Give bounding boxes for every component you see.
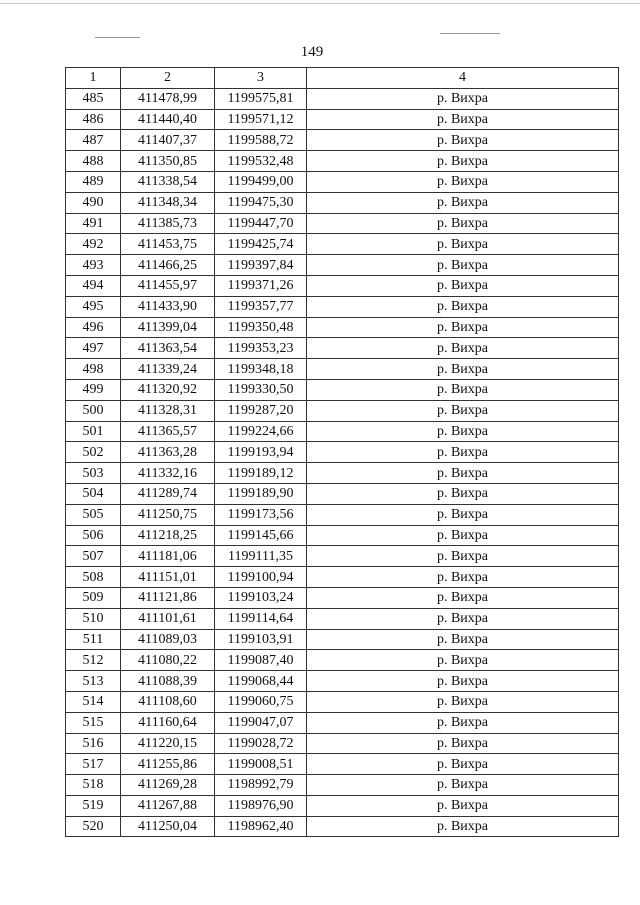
table-row bbox=[66, 442, 619, 463]
description-cell: р. Вихра bbox=[307, 546, 619, 567]
y-coordinate-cell: 1198992,79 bbox=[215, 775, 307, 796]
table-row bbox=[66, 567, 619, 588]
point-number-cell: 498 bbox=[66, 359, 121, 380]
table-row bbox=[66, 691, 619, 712]
description-cell: р. Вихра bbox=[307, 379, 619, 400]
x-coordinate-cell: 411250,75 bbox=[121, 504, 215, 525]
scan-artifact-line bbox=[0, 3, 640, 4]
x-coordinate-cell: 411466,25 bbox=[121, 255, 215, 276]
y-coordinate-cell: 1199571,12 bbox=[215, 109, 307, 130]
x-coordinate-cell: 411320,92 bbox=[121, 379, 215, 400]
point-number-cell: 496 bbox=[66, 317, 121, 338]
x-coordinate-cell: 411160,64 bbox=[121, 712, 215, 733]
table-row bbox=[66, 483, 619, 504]
table-row bbox=[66, 421, 619, 442]
table-row bbox=[66, 463, 619, 484]
y-coordinate-cell: 1199189,12 bbox=[215, 463, 307, 484]
y-coordinate-cell: 1199348,18 bbox=[215, 359, 307, 380]
column-header: 4 bbox=[307, 68, 619, 89]
table-row bbox=[66, 234, 619, 255]
x-coordinate-cell: 411255,86 bbox=[121, 754, 215, 775]
point-number-cell: 490 bbox=[66, 192, 121, 213]
description-cell: р. Вихра bbox=[307, 421, 619, 442]
point-number-cell: 488 bbox=[66, 151, 121, 172]
table-row bbox=[66, 629, 619, 650]
y-coordinate-cell: 1199350,48 bbox=[215, 317, 307, 338]
x-coordinate-cell: 411218,25 bbox=[121, 525, 215, 546]
table-row bbox=[66, 816, 619, 837]
column-header: 1 bbox=[66, 68, 121, 89]
description-cell: р. Вихра bbox=[307, 775, 619, 796]
y-coordinate-cell: 1199532,48 bbox=[215, 151, 307, 172]
point-number-cell: 487 bbox=[66, 130, 121, 151]
x-coordinate-cell: 411151,01 bbox=[121, 567, 215, 588]
description-cell: р. Вихра bbox=[307, 671, 619, 692]
y-coordinate-cell: 1199068,44 bbox=[215, 671, 307, 692]
x-coordinate-cell: 411108,60 bbox=[121, 691, 215, 712]
coordinates-table bbox=[65, 67, 619, 837]
point-number-cell: 503 bbox=[66, 463, 121, 484]
table-row bbox=[66, 151, 619, 172]
y-coordinate-cell: 1199575,81 bbox=[215, 88, 307, 109]
x-coordinate-cell: 411289,74 bbox=[121, 483, 215, 504]
point-number-cell: 520 bbox=[66, 816, 121, 837]
y-coordinate-cell: 1199189,90 bbox=[215, 483, 307, 504]
table-row bbox=[66, 379, 619, 400]
point-number-cell: 500 bbox=[66, 400, 121, 421]
table-row bbox=[66, 650, 619, 671]
description-cell: р. Вихра bbox=[307, 504, 619, 525]
y-coordinate-cell: 1198962,40 bbox=[215, 816, 307, 837]
table-row bbox=[66, 338, 619, 359]
x-coordinate-cell: 411332,16 bbox=[121, 463, 215, 484]
x-coordinate-cell: 411089,03 bbox=[121, 629, 215, 650]
x-coordinate-cell: 411350,85 bbox=[121, 151, 215, 172]
description-cell: р. Вихра bbox=[307, 234, 619, 255]
y-coordinate-cell: 1199114,64 bbox=[215, 608, 307, 629]
y-coordinate-cell: 1199224,66 bbox=[215, 421, 307, 442]
point-number-cell: 511 bbox=[66, 629, 121, 650]
y-coordinate-cell: 1199330,50 bbox=[215, 379, 307, 400]
x-coordinate-cell: 411399,04 bbox=[121, 317, 215, 338]
point-number-cell: 515 bbox=[66, 712, 121, 733]
scan-artifact-line bbox=[95, 37, 140, 38]
table-row bbox=[66, 587, 619, 608]
table-row bbox=[66, 213, 619, 234]
point-number-cell: 508 bbox=[66, 567, 121, 588]
description-cell: р. Вихра bbox=[307, 754, 619, 775]
scan-artifact-line bbox=[440, 33, 500, 34]
table-row bbox=[66, 525, 619, 546]
point-number-cell: 493 bbox=[66, 255, 121, 276]
x-coordinate-cell: 411080,22 bbox=[121, 650, 215, 671]
x-coordinate-cell: 411385,73 bbox=[121, 213, 215, 234]
x-coordinate-cell: 411328,31 bbox=[121, 400, 215, 421]
table-row bbox=[66, 775, 619, 796]
point-number-cell: 504 bbox=[66, 483, 121, 504]
y-coordinate-cell: 1199425,74 bbox=[215, 234, 307, 255]
x-coordinate-cell: 411181,06 bbox=[121, 546, 215, 567]
point-number-cell: 518 bbox=[66, 775, 121, 796]
x-coordinate-cell: 411339,24 bbox=[121, 359, 215, 380]
y-coordinate-cell: 1199008,51 bbox=[215, 754, 307, 775]
point-number-cell: 517 bbox=[66, 754, 121, 775]
description-cell: р. Вихра bbox=[307, 816, 619, 837]
y-coordinate-cell: 1199475,30 bbox=[215, 192, 307, 213]
y-coordinate-cell: 1199287,20 bbox=[215, 400, 307, 421]
table-body bbox=[66, 88, 619, 837]
x-coordinate-cell: 411455,97 bbox=[121, 275, 215, 296]
x-coordinate-cell: 411453,75 bbox=[121, 234, 215, 255]
description-cell: р. Вихра bbox=[307, 483, 619, 504]
y-coordinate-cell: 1199357,77 bbox=[215, 296, 307, 317]
table-row bbox=[66, 504, 619, 525]
table-row bbox=[66, 608, 619, 629]
point-number-cell: 489 bbox=[66, 171, 121, 192]
y-coordinate-cell: 1199447,70 bbox=[215, 213, 307, 234]
description-cell: р. Вихра bbox=[307, 629, 619, 650]
point-number-cell: 495 bbox=[66, 296, 121, 317]
description-cell: р. Вихра bbox=[307, 151, 619, 172]
point-number-cell: 512 bbox=[66, 650, 121, 671]
point-number-cell: 486 bbox=[66, 109, 121, 130]
point-number-cell: 491 bbox=[66, 213, 121, 234]
description-cell: р. Вихра bbox=[307, 525, 619, 546]
point-number-cell: 510 bbox=[66, 608, 121, 629]
y-coordinate-cell: 1199193,94 bbox=[215, 442, 307, 463]
point-number-cell: 485 bbox=[66, 88, 121, 109]
table-row bbox=[66, 88, 619, 109]
description-cell: р. Вихра bbox=[307, 275, 619, 296]
point-number-cell: 502 bbox=[66, 442, 121, 463]
table-row bbox=[66, 130, 619, 151]
y-coordinate-cell: 1199103,91 bbox=[215, 629, 307, 650]
x-coordinate-cell: 411269,28 bbox=[121, 775, 215, 796]
point-number-cell: 492 bbox=[66, 234, 121, 255]
description-cell: р. Вихра bbox=[307, 463, 619, 484]
x-coordinate-cell: 411121,86 bbox=[121, 587, 215, 608]
column-header: 3 bbox=[215, 68, 307, 89]
table-row bbox=[66, 733, 619, 754]
table-row bbox=[66, 795, 619, 816]
x-coordinate-cell: 411088,39 bbox=[121, 671, 215, 692]
y-coordinate-cell: 1199047,07 bbox=[215, 712, 307, 733]
x-coordinate-cell: 411220,15 bbox=[121, 733, 215, 754]
y-coordinate-cell: 1199173,56 bbox=[215, 504, 307, 525]
x-coordinate-cell: 411338,54 bbox=[121, 171, 215, 192]
y-coordinate-cell: 1199499,00 bbox=[215, 171, 307, 192]
y-coordinate-cell: 1199145,66 bbox=[215, 525, 307, 546]
point-number-cell: 506 bbox=[66, 525, 121, 546]
point-number-cell: 501 bbox=[66, 421, 121, 442]
table-row bbox=[66, 359, 619, 380]
description-cell: р. Вихра bbox=[307, 691, 619, 712]
description-cell: р. Вихра bbox=[307, 88, 619, 109]
table-row bbox=[66, 171, 619, 192]
y-coordinate-cell: 1199100,94 bbox=[215, 567, 307, 588]
point-number-cell: 497 bbox=[66, 338, 121, 359]
table-row bbox=[66, 317, 619, 338]
description-cell: р. Вихра bbox=[307, 733, 619, 754]
point-number-cell: 516 bbox=[66, 733, 121, 754]
table-row bbox=[66, 296, 619, 317]
description-cell: р. Вихра bbox=[307, 192, 619, 213]
point-number-cell: 513 bbox=[66, 671, 121, 692]
point-number-cell: 507 bbox=[66, 546, 121, 567]
description-cell: р. Вихра bbox=[307, 255, 619, 276]
point-number-cell: 499 bbox=[66, 379, 121, 400]
y-coordinate-cell: 1199588,72 bbox=[215, 130, 307, 151]
y-coordinate-cell: 1199103,24 bbox=[215, 587, 307, 608]
y-coordinate-cell: 1199028,72 bbox=[215, 733, 307, 754]
x-coordinate-cell: 411365,57 bbox=[121, 421, 215, 442]
table-row bbox=[66, 109, 619, 130]
description-cell: р. Вихра bbox=[307, 171, 619, 192]
description-cell: р. Вихра bbox=[307, 795, 619, 816]
table-row bbox=[66, 671, 619, 692]
description-cell: р. Вихра bbox=[307, 712, 619, 733]
y-coordinate-cell: 1199087,40 bbox=[215, 650, 307, 671]
table-row bbox=[66, 255, 619, 276]
description-cell: р. Вихра bbox=[307, 650, 619, 671]
y-coordinate-cell: 1199111,35 bbox=[215, 546, 307, 567]
description-cell: р. Вихра bbox=[307, 567, 619, 588]
description-cell: р. Вихра bbox=[307, 296, 619, 317]
y-coordinate-cell: 1199371,26 bbox=[215, 275, 307, 296]
x-coordinate-cell: 411433,90 bbox=[121, 296, 215, 317]
table-row bbox=[66, 400, 619, 421]
table-row bbox=[66, 192, 619, 213]
description-cell: р. Вихра bbox=[307, 338, 619, 359]
table-row bbox=[66, 275, 619, 296]
table-row bbox=[66, 546, 619, 567]
table-row bbox=[66, 712, 619, 733]
description-cell: р. Вихра bbox=[307, 213, 619, 234]
column-header: 2 bbox=[121, 68, 215, 89]
y-coordinate-cell: 1199353,23 bbox=[215, 338, 307, 359]
table-row bbox=[66, 754, 619, 775]
x-coordinate-cell: 411363,28 bbox=[121, 442, 215, 463]
point-number-cell: 505 bbox=[66, 504, 121, 525]
description-cell: р. Вихра bbox=[307, 130, 619, 151]
x-coordinate-cell: 411478,99 bbox=[121, 88, 215, 109]
x-coordinate-cell: 411348,34 bbox=[121, 192, 215, 213]
point-number-cell: 514 bbox=[66, 691, 121, 712]
y-coordinate-cell: 1199060,75 bbox=[215, 691, 307, 712]
y-coordinate-cell: 1199397,84 bbox=[215, 255, 307, 276]
x-coordinate-cell: 411101,61 bbox=[121, 608, 215, 629]
description-cell: р. Вихра bbox=[307, 317, 619, 338]
description-cell: р. Вихра bbox=[307, 608, 619, 629]
description-cell: р. Вихра bbox=[307, 359, 619, 380]
x-coordinate-cell: 411363,54 bbox=[121, 338, 215, 359]
table-header-row bbox=[66, 68, 619, 89]
description-cell: р. Вихра bbox=[307, 400, 619, 421]
x-coordinate-cell: 411407,37 bbox=[121, 130, 215, 151]
x-coordinate-cell: 411250,04 bbox=[121, 816, 215, 837]
page-number: 149 bbox=[300, 44, 324, 60]
point-number-cell: 509 bbox=[66, 587, 121, 608]
y-coordinate-cell: 1198976,90 bbox=[215, 795, 307, 816]
description-cell: р. Вихра bbox=[307, 587, 619, 608]
point-number-cell: 494 bbox=[66, 275, 121, 296]
description-cell: р. Вихра bbox=[307, 442, 619, 463]
x-coordinate-cell: 411267,88 bbox=[121, 795, 215, 816]
point-number-cell: 519 bbox=[66, 795, 121, 816]
x-coordinate-cell: 411440,40 bbox=[121, 109, 215, 130]
description-cell: р. Вихра bbox=[307, 109, 619, 130]
